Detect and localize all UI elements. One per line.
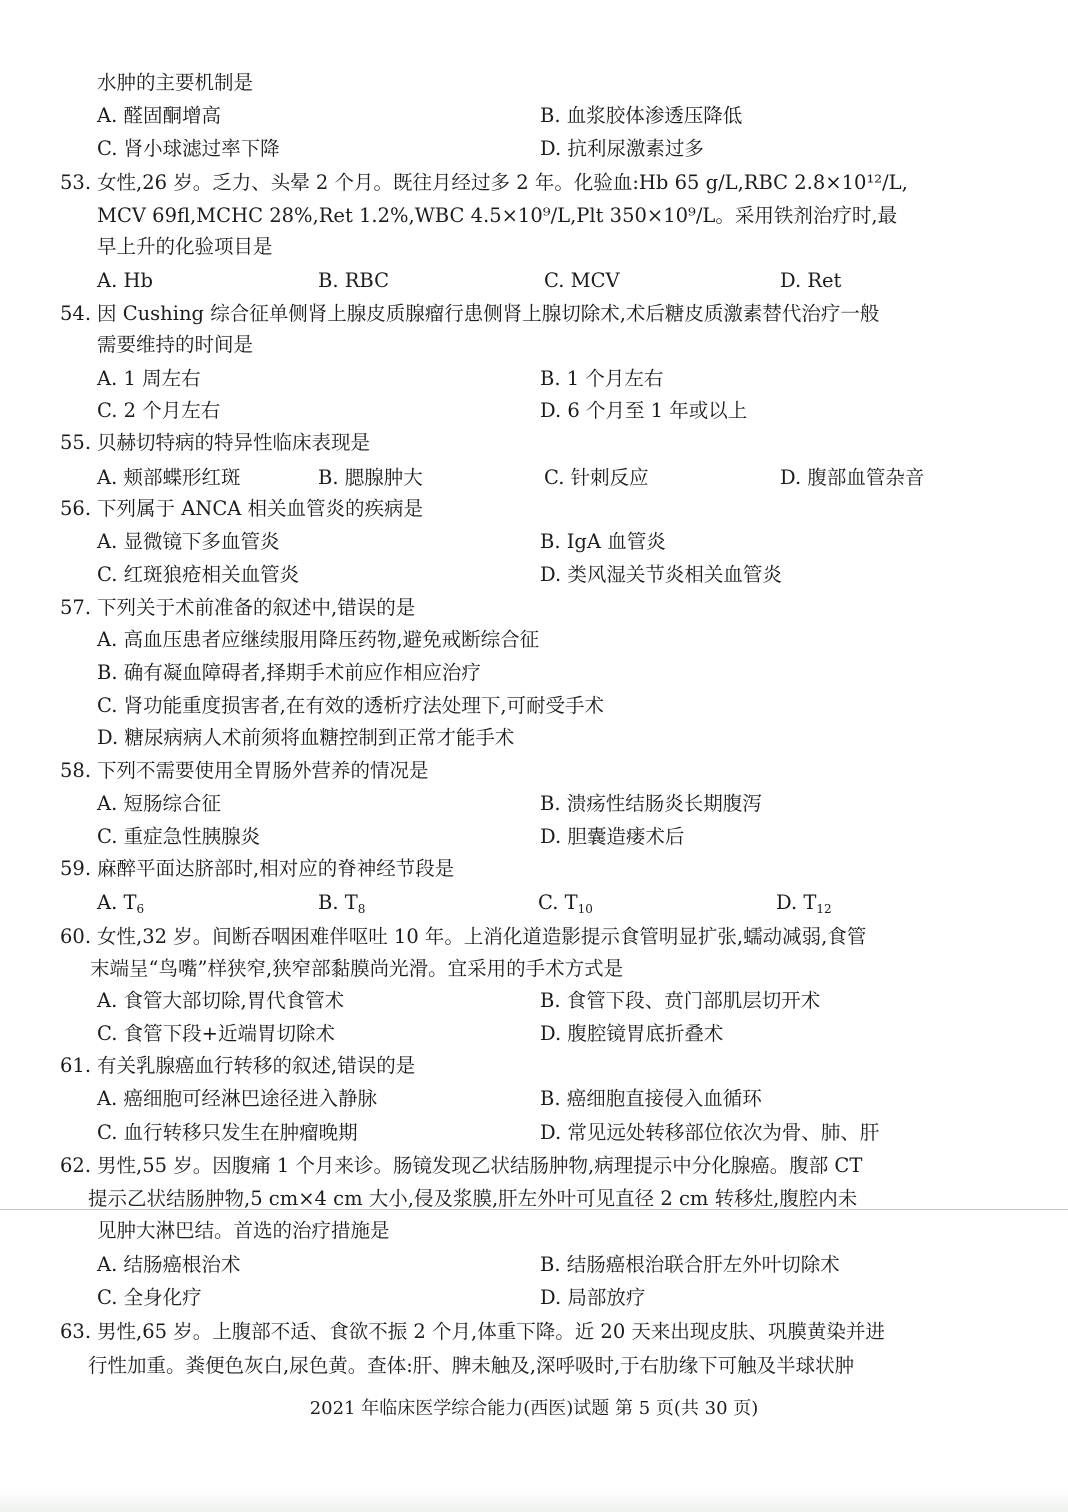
option-subscript: 8 bbox=[357, 902, 366, 916]
option-row bbox=[0, 820, 1068, 853]
option-row bbox=[0, 1116, 1068, 1149]
question-56 bbox=[0, 492, 1068, 525]
question-number: 56. bbox=[60, 497, 92, 520]
option-a: A. 颊部蝶形红斑 bbox=[97, 466, 241, 489]
question-text-line: 女性,32 岁。间断吞咽困难伴呕吐 10 年。上消化道造影提示食管明显扩张,蠕动减弱,食管 bbox=[97, 925, 867, 948]
question-text-line: 男性,65 岁。上腹部不适、食欲不振 2 个月,体重下降。近 20 天来出现皮肤、巩膜黄染并进 bbox=[97, 1320, 885, 1343]
question-text-line: 末端呈“鸟嘴”样狭窄,狭窄部黏膜尚光滑。宜采用的手术方式是 bbox=[90, 957, 624, 980]
option-d: D. 腹部血管杂音 bbox=[780, 466, 925, 489]
option-b: B. 食管下段、贲门部肌层切开术 bbox=[540, 989, 821, 1012]
option-b: B. 结肠癌根治联合肝左外叶切除术 bbox=[540, 1253, 840, 1276]
question-61 bbox=[0, 1049, 1068, 1082]
option-a: A. 结肠癌根治术 bbox=[97, 1253, 241, 1276]
option-c: C. 肾功能重度损害者,在有效的透析疗法处理下,可耐受手术 bbox=[97, 694, 605, 717]
question-number: 55. bbox=[60, 431, 92, 454]
option-d: D. 常见远处转移部位依次为骨、肺、肝 bbox=[540, 1121, 880, 1144]
question-number: 60. bbox=[60, 925, 92, 948]
option-subscript: 12 bbox=[816, 902, 832, 916]
question-text-line: 麻醉平面达脐部时,相对应的脊神经节段是 bbox=[97, 857, 455, 880]
option-row bbox=[0, 886, 1068, 919]
question-53 bbox=[0, 166, 1068, 199]
question-59 bbox=[0, 852, 1068, 885]
option-c: C. 2 个月左右 bbox=[97, 399, 221, 422]
option-row bbox=[0, 394, 1068, 427]
question-number: 58. bbox=[60, 759, 92, 782]
option-b: B. 癌细胞直接侵入血循环 bbox=[540, 1087, 762, 1110]
question-number: 63. bbox=[60, 1320, 92, 1343]
question-text-line: 见肿大淋巴结。首选的治疗措施是 bbox=[97, 1219, 390, 1242]
question-text-line: 提示乙状结肠肿物,5 cm×4 cm 大小,侵及浆膜,肝左外叶可见直径 2 cm 转移灶,腹腔内未 bbox=[88, 1187, 858, 1210]
question-63 bbox=[0, 1315, 1068, 1348]
option-c: C. 重症急性胰腺炎 bbox=[97, 825, 261, 848]
page-footer: 2021 年临床医学综合能力(西医)试题 第 5 页(共 30 页) bbox=[309, 1398, 759, 1419]
option-c: C. MCV bbox=[544, 269, 620, 292]
option-label: B. T bbox=[318, 891, 358, 914]
option-b: B. 确有凝血障碍者,择期手术前应作相应治疗 bbox=[97, 661, 481, 684]
option-label: D. T bbox=[776, 891, 817, 914]
option-label: A. T bbox=[97, 891, 137, 914]
option-b: B. 1 个月左右 bbox=[540, 367, 664, 390]
option-c: C. 针刺反应 bbox=[544, 466, 649, 489]
question-text-line: 有关乳腺癌血行转移的叙述,错误的是 bbox=[97, 1054, 416, 1077]
option-d: D. 胆囊造瘘术后 bbox=[540, 825, 685, 848]
question-number: 53. bbox=[60, 171, 92, 194]
question-58 bbox=[0, 754, 1068, 787]
question-60 bbox=[0, 920, 1068, 953]
option-row bbox=[0, 461, 1068, 494]
question-number: 62. bbox=[60, 1154, 92, 1177]
question-text-line: 早上升的化验项目是 bbox=[97, 235, 273, 258]
option-d: D. 局部放疗 bbox=[540, 1286, 646, 1309]
option-d: D. 类风湿关节炎相关血管炎 bbox=[540, 563, 782, 586]
question-text-line: MCV 69fl,MCHC 28%,Ret 1.2%,WBC 4.5×10⁹/L,Plt 350×10⁹/L。采用铁剂治疗时,最 bbox=[97, 204, 898, 227]
question-text-line: 需要维持的时间是 bbox=[97, 333, 254, 356]
question-text-line: 行性加重。粪便色灰白,尿色黄。查体:肝、脾未触及,深呼吸时,于右肋缘下可触及半球状肿 bbox=[88, 1354, 855, 1377]
question-54 bbox=[0, 297, 1068, 330]
option-a: A. 癌细胞可经淋巴途径进入静脉 bbox=[97, 1087, 377, 1110]
option-row bbox=[0, 558, 1068, 591]
option-a: A. 显微镜下多血管炎 bbox=[97, 530, 280, 553]
option-d: D. 腹腔镜胃底折叠术 bbox=[540, 1022, 724, 1045]
option-row bbox=[0, 1017, 1068, 1050]
question-text-line: 下列不需要使用全胃肠外营养的情况是 bbox=[97, 759, 429, 782]
question-55 bbox=[0, 426, 1068, 459]
question-text-line: 女性,26 岁。乏力、头晕 2 个月。既往月经过多 2 年。化验血:Hb 65 g/L,RBC 2.8×10¹²/L, bbox=[97, 171, 908, 194]
option-row bbox=[0, 525, 1068, 558]
option-subscript: 6 bbox=[136, 902, 145, 916]
scan-fold-line bbox=[0, 1209, 1068, 1210]
option-b: B. 腮腺肿大 bbox=[318, 466, 423, 489]
option-b: B. IgA 血管炎 bbox=[540, 530, 666, 553]
option-d: D. 6 个月至 1 年或以上 bbox=[540, 399, 748, 422]
option-a: A. 醛固酮增高 bbox=[97, 104, 221, 127]
option-b: B. 溃疡性结肠炎长期腹泻 bbox=[540, 792, 762, 815]
question-57 bbox=[0, 591, 1068, 624]
option-c: C. 肾小球滤过率下降 bbox=[97, 137, 280, 160]
option-b: B. RBC bbox=[318, 269, 390, 292]
option-row bbox=[0, 787, 1068, 820]
option-a: A. 1 周左右 bbox=[97, 367, 201, 390]
option-row bbox=[0, 1281, 1068, 1314]
question-text-line: 因 Cushing 综合征单侧肾上腺皮质腺瘤行患侧肾上腺切除术,术后糖皮质激素替代治疗一般 bbox=[97, 302, 880, 325]
question-text-line: 贝赫切特病的特异性临床表现是 bbox=[97, 431, 371, 454]
question-number: 59. bbox=[60, 857, 92, 880]
question-62 bbox=[0, 1149, 1068, 1182]
option-c: C. 红斑狼疮相关血管炎 bbox=[97, 563, 300, 586]
option-row bbox=[0, 1248, 1068, 1281]
option-a: A. Hb bbox=[97, 269, 153, 292]
option-label: C. T bbox=[538, 891, 578, 914]
question-text-line: 男性,55 岁。因腹痛 1 个月来诊。肠镜发现乙状结肠肿物,病理提示中分化腺癌。腹部 CT bbox=[97, 1154, 863, 1177]
option-a: A. 食管大部切除,胃代食管术 bbox=[97, 989, 345, 1012]
option-subscript: 10 bbox=[577, 902, 593, 916]
option-a: A. 高血压患者应继续服用降压药物,避免戒断综合征 bbox=[97, 628, 540, 651]
question-number: 57. bbox=[60, 596, 92, 619]
option-d: D. 抗利尿激素过多 bbox=[540, 137, 704, 160]
scan-edge-shade bbox=[0, 1490, 1068, 1512]
option-c: C. 食管下段+近端胃切除术 bbox=[97, 1022, 335, 1045]
question-text-line: 下列属于 ANCA 相关血管炎的疾病是 bbox=[97, 497, 424, 520]
option-c: C. 血行转移只发生在肿瘤晚期 bbox=[97, 1121, 358, 1144]
option-row bbox=[0, 1082, 1068, 1115]
option-c: C. 全身化疗 bbox=[97, 1286, 202, 1309]
option-row bbox=[0, 264, 1068, 297]
option-row bbox=[0, 362, 1068, 395]
option-a: A. 短肠综合征 bbox=[97, 792, 221, 815]
option-d: D. 糖尿病病人术前须将血糖控制到正常才能手术 bbox=[97, 726, 515, 749]
option-row bbox=[0, 984, 1068, 1017]
question-number: 54. bbox=[60, 302, 92, 325]
option-b: B. 血浆胶体渗透压降低 bbox=[540, 104, 743, 127]
option-d: D. Ret bbox=[780, 269, 842, 292]
question-text-line: 下列关于术前准备的叙述中,错误的是 bbox=[97, 596, 416, 619]
question-number: 61. bbox=[60, 1054, 92, 1077]
question-text-line: 水肿的主要机制是 bbox=[97, 71, 254, 94]
